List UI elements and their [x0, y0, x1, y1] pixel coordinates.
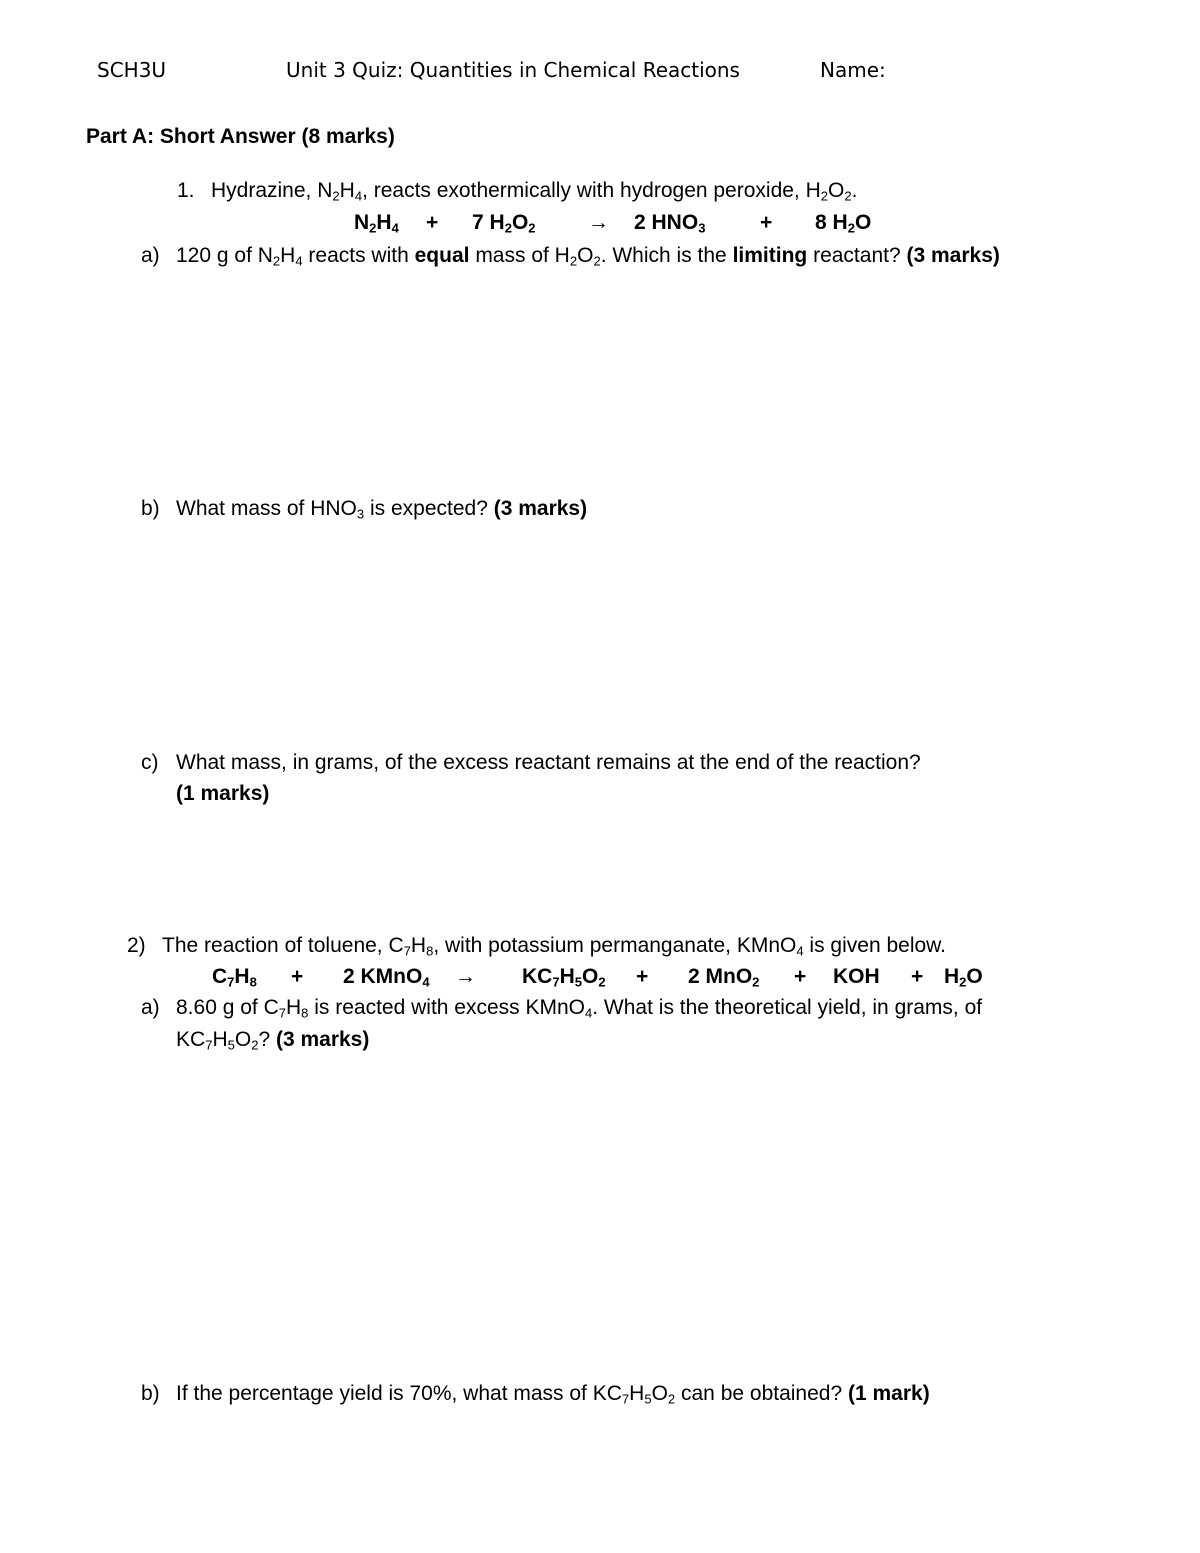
q2-eq-plus-4: +	[911, 965, 924, 988]
q2-eq-reactant-1: $C_7H_8$	[212, 965, 257, 990]
q1b-label: b)	[141, 497, 160, 520]
q2a-text-line-2: $KC_7H_5O_2$? (3 marks)	[176, 1028, 370, 1053]
q1b-text: What mass of $HNO_3$ is expected? (3 marks)	[176, 497, 588, 522]
q2b-text: If the percentage yield is 70%, what mass of $KC_7H_5O_2$ can be obtained? (1 mark)	[176, 1382, 930, 1407]
q1c-text: What mass, in grams, of the excess reactant remains at the end of the reaction?	[176, 751, 921, 774]
q1-eq-product-1: 2 $HNO_3$	[634, 211, 706, 236]
q1c-label: c)	[141, 751, 159, 774]
q2-eq-product-1: $KC_7H_5O_2$	[522, 965, 606, 990]
name-label: Name:	[820, 58, 886, 82]
q1-number: 1.	[177, 179, 195, 202]
q2a-label: a)	[141, 996, 160, 1019]
q2-eq-reactant-2: 2 KMnO$_4$	[343, 965, 430, 990]
q1-eq-arrow: →	[588, 211, 609, 234]
q2-intro: The reaction of toluene, $C_7H_8$, with potassium permanganate, KMnO$_4$ is given below.	[162, 934, 947, 959]
q2-eq-product-2: 2 MnO$_2$	[688, 965, 760, 990]
q2-eq-arrow: →	[455, 965, 476, 988]
q1c-marks: (1 marks)	[176, 782, 270, 805]
q1-eq-product-2: 8 $H_2O$	[815, 211, 872, 236]
part-a-heading: Part A: Short Answer (8 marks)	[86, 125, 395, 148]
quiz-title: Unit 3 Quiz: Quantities in Chemical Reactions	[286, 58, 740, 82]
q1-eq-plus-1: +	[426, 211, 439, 234]
q1a-text: 120 g of $N_2H_4$ reacts with equal mass of $H_2O_2$. Which is the limiting reactant? (3 marks)	[176, 244, 1000, 269]
q1a-label: a)	[141, 244, 160, 267]
q2b-label: b)	[141, 1382, 160, 1405]
q1-eq-plus-2: +	[760, 211, 773, 234]
q2-eq-product-3: KOH	[833, 965, 880, 988]
q1-intro: Hydrazine, $N_2H_4$, reacts exothermically with hydrogen peroxide, $H_2O_2$.	[211, 179, 858, 204]
q2-number: 2)	[127, 934, 146, 957]
q2-eq-product-4: $H_2O$	[944, 965, 983, 990]
q2a-text: 8.60 g of $C_7H_8$ is reacted with excess KMnO$_4$. What is the theoretical yield, in grams, of	[176, 996, 983, 1021]
q2-eq-plus-2: +	[636, 965, 649, 988]
q2-eq-plus-1: +	[291, 965, 304, 988]
q2-eq-plus-3: +	[794, 965, 807, 988]
q1-eq-reactant-1: $N_2H_4$	[354, 211, 399, 236]
course-code: SCH3U	[97, 58, 167, 82]
q1-eq-reactant-2: 7 $H_2O_2$	[472, 211, 536, 236]
